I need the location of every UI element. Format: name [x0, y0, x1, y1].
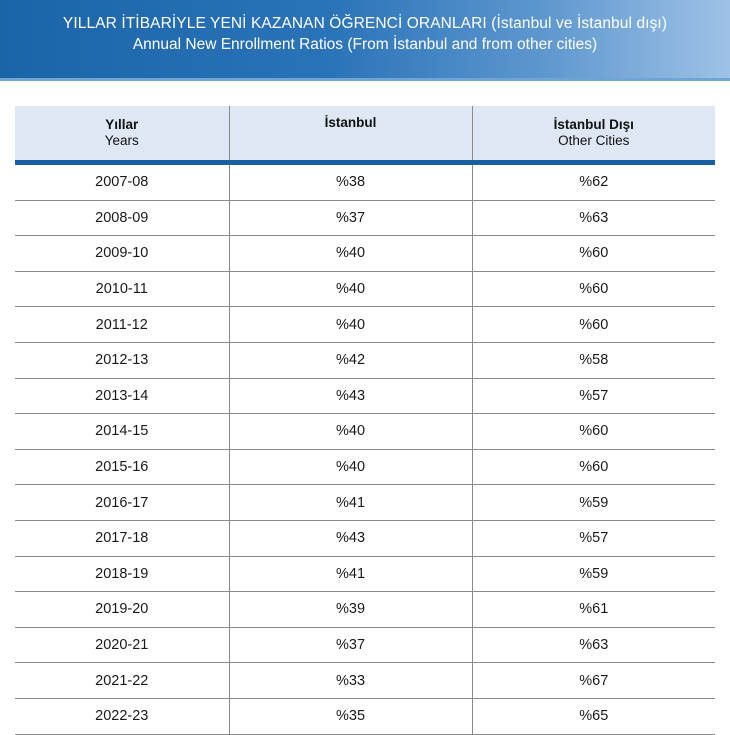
table-row [15, 342, 715, 378]
table-row [15, 698, 715, 734]
table-body [15, 163, 715, 735]
cell-year: 2019-20 [15, 592, 229, 628]
header-istanbul [229, 106, 472, 163]
cell-istanbul: %43 [229, 520, 472, 556]
table-row [15, 449, 715, 485]
cell-istanbul: %37 [229, 200, 472, 236]
cell-year: 2013-14 [15, 378, 229, 414]
enrollment-table-container [15, 106, 715, 735]
cell-other-cities: %67 [472, 663, 715, 699]
table-row [15, 485, 715, 521]
table-header-row [15, 106, 715, 163]
header-other-cities-subtitle: Other Cities [558, 133, 630, 148]
cell-istanbul: %39 [229, 592, 472, 628]
cell-istanbul: %37 [229, 627, 472, 663]
table-row [15, 378, 715, 414]
cell-year: 2018-19 [15, 556, 229, 592]
cell-other-cities: %60 [472, 449, 715, 485]
cell-year: 2012-13 [15, 342, 229, 378]
table-row [15, 663, 715, 699]
cell-year: 2010-11 [15, 271, 229, 307]
cell-other-cities: %62 [472, 163, 715, 201]
cell-year: 2007-08 [15, 163, 229, 201]
header-other-cities-title: İstanbul Dışı [553, 117, 634, 132]
cell-other-cities: %59 [472, 485, 715, 521]
cell-year: 2015-16 [15, 449, 229, 485]
cell-istanbul: %40 [229, 307, 472, 343]
cell-istanbul: %38 [229, 163, 472, 201]
cell-other-cities: %60 [472, 271, 715, 307]
cell-istanbul: %43 [229, 378, 472, 414]
title-english: Annual New Enrollment Ratios (From İstanbul and from other cities) [132, 36, 598, 53]
table-row [15, 556, 715, 592]
cell-istanbul: %40 [229, 449, 472, 485]
table-row [15, 307, 715, 343]
cell-other-cities: %60 [472, 414, 715, 450]
cell-year: 2022-23 [15, 698, 229, 734]
header-other-cities [472, 106, 715, 163]
cell-year: 2009-10 [15, 236, 229, 272]
title-turkish [0, 13, 730, 34]
cell-istanbul: %40 [229, 236, 472, 272]
cell-istanbul: %35 [229, 698, 472, 734]
cell-year: 2021-22 [15, 663, 229, 699]
header-istanbul-title: İstanbul [324, 115, 377, 130]
table-row [15, 592, 715, 628]
title-banner [0, 0, 730, 78]
table-row [15, 236, 715, 272]
banner-divider [0, 78, 730, 81]
cell-other-cities: %63 [472, 200, 715, 236]
table-row [15, 271, 715, 307]
table-row [15, 414, 715, 450]
cell-other-cities: %57 [472, 520, 715, 556]
cell-istanbul: %41 [229, 485, 472, 521]
cell-year: 2017-18 [15, 520, 229, 556]
title-turkish-main: YILLAR İTİBARİYLE YENİ KAZANAN ÖĞRENCİ ORANLARI [62, 15, 487, 32]
cell-istanbul: %40 [229, 271, 472, 307]
cell-other-cities: %60 [472, 236, 715, 272]
table-row [15, 627, 715, 663]
cell-other-cities: %65 [472, 698, 715, 734]
cell-year: 2011-12 [15, 307, 229, 343]
cell-other-cities: %60 [472, 307, 715, 343]
table-row [15, 163, 715, 201]
header-years-subtitle: Years [104, 133, 139, 148]
cell-other-cities: %58 [472, 342, 715, 378]
table-row [15, 520, 715, 556]
cell-year: 2008-09 [15, 200, 229, 236]
cell-istanbul: %33 [229, 663, 472, 699]
cell-year: 2020-21 [15, 627, 229, 663]
cell-year: 2014-15 [15, 414, 229, 450]
cell-other-cities: %57 [472, 378, 715, 414]
cell-other-cities: %59 [472, 556, 715, 592]
header-years-title: Yıllar [105, 117, 139, 132]
cell-istanbul: %41 [229, 556, 472, 592]
header-years [15, 106, 229, 163]
cell-year: 2016-17 [15, 485, 229, 521]
table-row [15, 200, 715, 236]
cell-istanbul: %40 [229, 414, 472, 450]
enrollment-table [15, 106, 715, 735]
title-turkish-paren: (İstanbul ve İstanbul dışı) [491, 15, 668, 32]
cell-other-cities: %61 [472, 592, 715, 628]
cell-other-cities: %63 [472, 627, 715, 663]
cell-istanbul: %42 [229, 342, 472, 378]
